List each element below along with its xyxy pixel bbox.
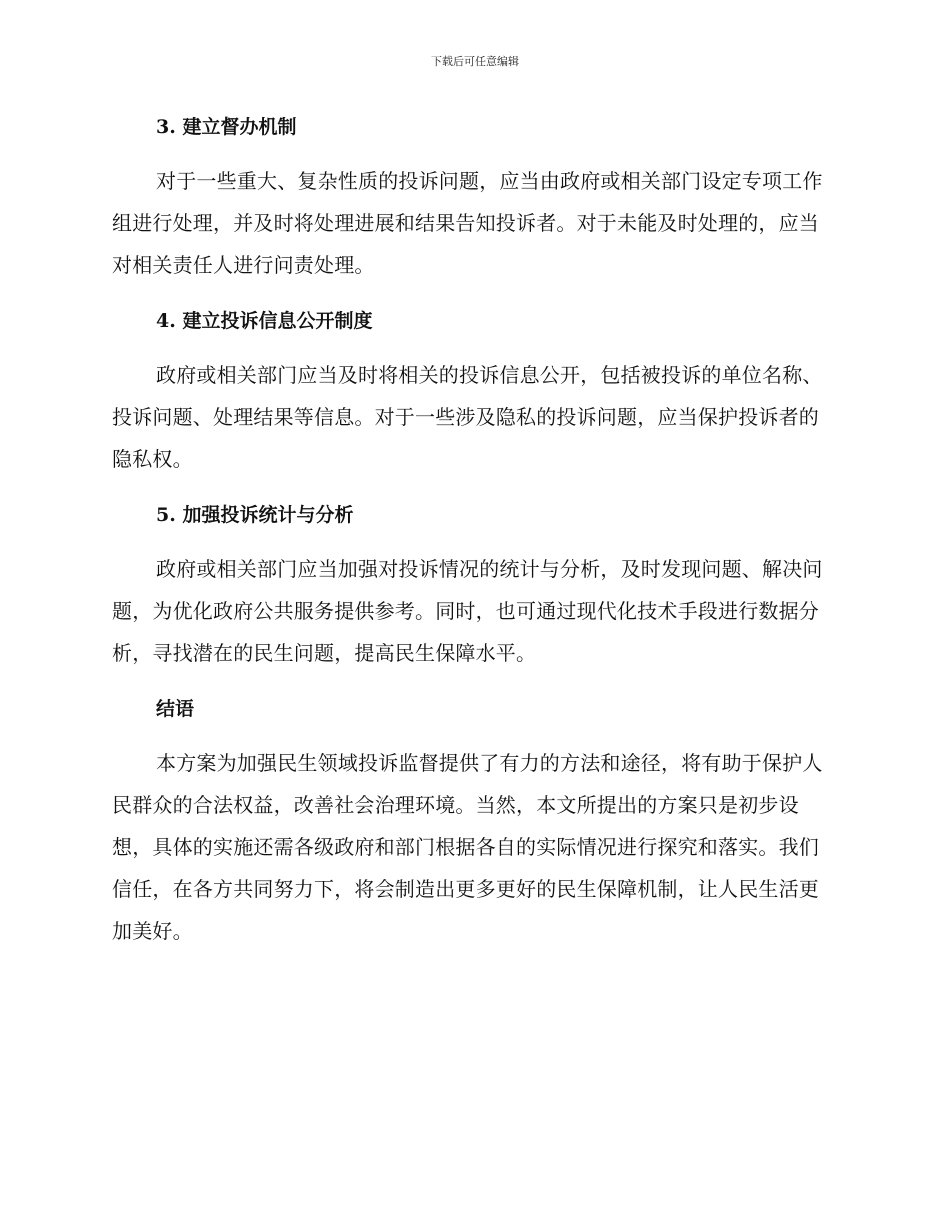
section-heading-3: 3. 建立督办机制 bbox=[156, 116, 297, 138]
section-paragraph-5: 政府或相关部门应当加强对投诉情况的统计与分析，及时发现问题、解决问题，为优化政府公共服务提供参考。同时，也可通过现代化技术手段进行数据分析，寻找潜在的民生问题，提高民生保障水平。 bbox=[112, 557, 823, 665]
section-paragraph-conclusion: 本方案为加强民生领域投诉监督提供了有力的方法和途径，将有助于保护人民群众的合法权益，改善社会治理环境。当然，本文所提出的方案只是初步设想，具体的实施还需各级政府和部门根据各自的实际情况进行探究和落实。我们信任，在各方共同努力下，将会制造出更多更好的民生保障机制，让人民生活更加美好。 bbox=[112, 751, 823, 943]
section-heading-conclusion: 结语 bbox=[156, 698, 195, 720]
document-body bbox=[112, 110, 832, 952]
section-heading-4: 4. 建立投诉信息公开制度 bbox=[156, 310, 373, 332]
section-paragraph-4: 政府或相关部门应当及时将相关的投诉信息公开，包括被投诉的单位名称、投诉问题、处理结果等信息。对于一些涉及隐私的投诉问题，应当保护投诉者的隐私权。 bbox=[112, 363, 823, 471]
section-paragraph-3: 对于一些重大、复杂性质的投诉问题，应当由政府或相关部门设定专项工作组进行处理，并及时将处理进展和结果告知投诉者。对于未能及时处理的，应当对相关责任人进行问责处理。 bbox=[112, 169, 823, 277]
page-header-note: 下载后可任意编辑 bbox=[431, 55, 519, 68]
section-heading-5: 5. 加强投诉统计与分析 bbox=[156, 504, 354, 526]
